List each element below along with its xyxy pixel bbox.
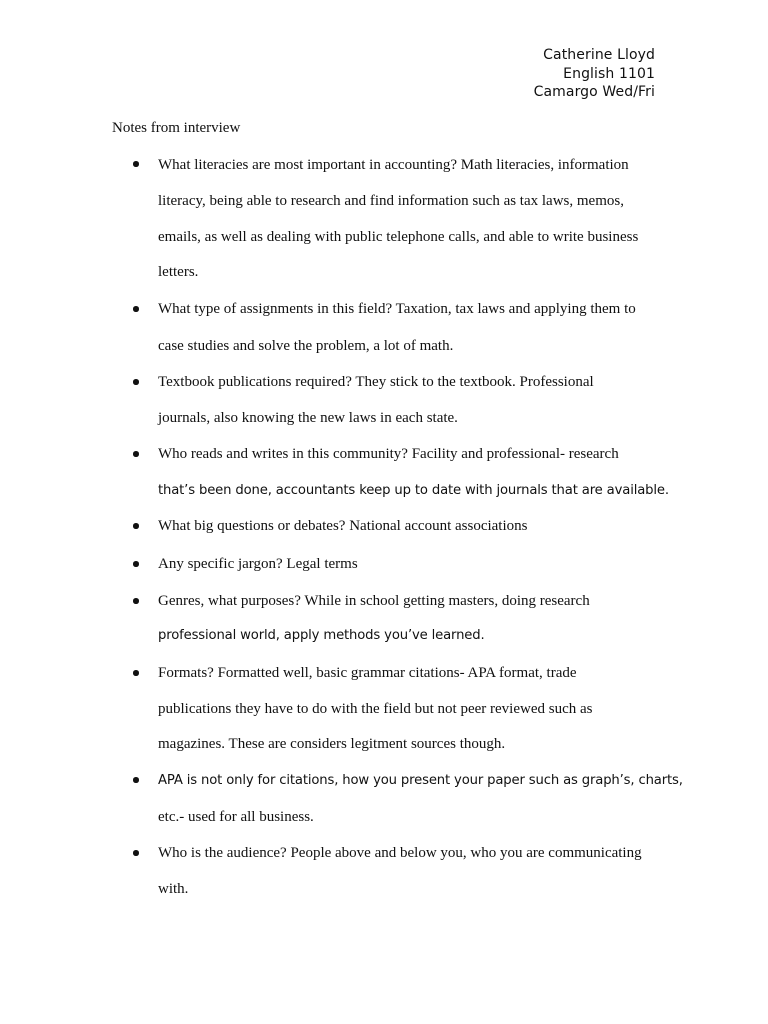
- bullet-icon: [131, 378, 139, 386]
- bullet-icon: [131, 560, 139, 568]
- bullet-icon: [131, 305, 139, 313]
- bullet-icon: [131, 776, 139, 784]
- note-text-line: publications they have to do with the field but not peer reviewed such as: [158, 701, 593, 717]
- note-text-line: Formats? Formatted well, basic grammar citations- APA format, trade: [158, 665, 577, 681]
- bullet-icon: [131, 669, 139, 677]
- note-text-line: Who reads and writes in this community? Facility and professional- research: [158, 446, 619, 462]
- note-text-line: Textbook publications required? They stick to the textbook. Professional: [158, 374, 594, 390]
- note-text-line: What big questions or debates? National account associations: [158, 518, 528, 534]
- note-text-line: magazines. These are considers legitment sources though.: [158, 736, 506, 752]
- note-text-line: literacy, being able to research and find information such as tax laws, memos,: [158, 193, 624, 209]
- author-name: Catherine Lloyd: [543, 47, 655, 63]
- note-text-line: letters.: [158, 264, 199, 280]
- note-text-line: Who is the audience? People above and below you, who you are communicating: [158, 845, 642, 861]
- bullet-icon: [131, 450, 139, 458]
- note-text-line: with.: [158, 881, 189, 897]
- note-text-line: What literacies are most important in accounting? Math literacies, information: [158, 157, 629, 173]
- bullet-icon: [131, 849, 139, 857]
- bullet-icon: [131, 597, 139, 605]
- note-text-line: What type of assignments in this field? Taxation, tax laws and applying them to: [158, 301, 636, 317]
- instructor-schedule: Camargo Wed/Fri: [533, 84, 655, 100]
- note-text-line: Any specific jargon? Legal terms: [158, 556, 358, 572]
- course-name: English 1101: [563, 65, 655, 82]
- note-text-line: journals, also knowing the new laws in each state.: [158, 410, 458, 426]
- note-text-line: etc.- used for all business.: [158, 809, 314, 825]
- note-text-line: professional world, apply methods you’ve learned.: [158, 628, 485, 643]
- note-text-line: case studies and solve the problem, a lot of math.: [158, 338, 454, 354]
- notes-title: Notes from interview: [112, 120, 241, 136]
- note-text-line: APA is not only for citations, how you present your paper such as graph’s, charts,: [158, 773, 683, 788]
- bullet-icon: [131, 160, 139, 168]
- note-text-line: emails, as well as dealing with public telephone calls, and able to write business: [158, 229, 639, 245]
- bullet-icon: [131, 522, 139, 530]
- note-text-line: Genres, what purposes? While in school getting masters, doing research: [158, 593, 590, 609]
- note-text-line: that’s been done, accountants keep up to date with journals that are available.: [158, 483, 669, 498]
